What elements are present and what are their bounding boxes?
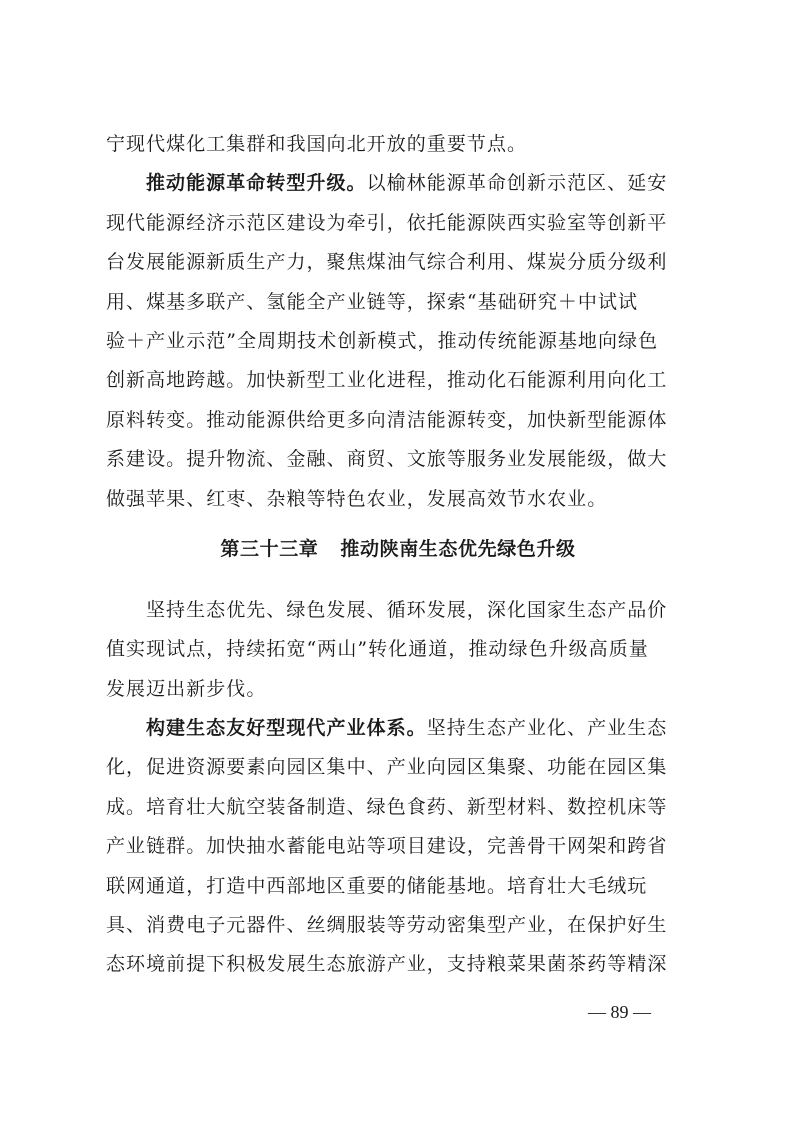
paragraph-lead: 构建生态友好型现代产业体系。 (146, 717, 427, 740)
paragraph-line: 用、煤基多联产、氢能全产业链等，探索“基础研究＋中试试 (106, 290, 639, 313)
chapter-heading (106, 519, 690, 579)
paragraph-line: 联网通道，打造中西部地区重要的储能基地。培育壮大毛绒玩 (106, 874, 648, 897)
paragraph-first-line: 坚持生态优先、绿色发展、循环发展，深化国家生态产品价 (146, 598, 668, 621)
page-number: — 89 — (588, 1002, 651, 1022)
paragraph-line: 验＋产业示范”全周期技术创新模式，推动传统能源基地向绿色 (106, 329, 659, 352)
paragraph-line: 具、消费电子元器件、丝绸服装等劳动密集型产业，在保护好生 (106, 914, 668, 937)
chapter-number: 第三十三章 (220, 537, 319, 560)
chapter-title: 推动陕南生态优先绿色升级 (340, 537, 576, 560)
paragraph-line: 化，促进资源要素向园区集中、产业向园区集聚、功能在园区集 (106, 756, 668, 779)
paragraph-text: 以榆林能源革命创新示范区、延安 (366, 172, 668, 195)
paragraph-line: 态环境前提下积极发展生态旅游产业，支持粮菜果菌茶药等精深 (106, 953, 668, 976)
paragraph-line: 值实现试点，持续拓宽“两山”转化通道，推动绿色升级高质量 (106, 638, 649, 661)
paragraph-line: 系建设。提升物流、金融、商贸、文旅等服务业发展能级，做大 (106, 448, 668, 471)
paragraph-first-line (106, 709, 690, 748)
paragraph-line: 原料转变。推动能源供给更多向清洁能源转变，加快新型能源体 (106, 408, 668, 431)
paragraph-line: 产业链群。加快抽水蓄能电站等项目建设，完善骨干网架和跨省 (106, 835, 668, 858)
paragraph-line: 创新高地跨越。加快新型工业化进程，推动化石能源利用向化工 (106, 369, 668, 392)
paragraph-line: 成。培育壮大航空装备制造、绿色食药、新型材料、数控机床等 (106, 795, 668, 818)
paragraph-line: 发展迈出新步伐。 (106, 677, 267, 700)
paragraph-line: 做强苹果、红枣、杂粮等特色农业，发展高效节水农业。 (106, 487, 608, 510)
body-text (106, 125, 690, 985)
paragraph-line: 现代能源经济示范区建设为牵引，依托能源陕西实验室等创新平 (106, 211, 668, 234)
paragraph-line: 台发展能源新质生产力，聚焦煤油气综合利用、煤炭分质分级利 (106, 251, 668, 274)
paragraph-line: 宁现代煤化工集群和我国向北开放的重要节点。 (106, 133, 528, 155)
paragraph-first-line (106, 164, 690, 203)
paragraph-lead: 推动能源革命转型升级。 (146, 172, 367, 195)
paragraph-text: 坚持生态产业化、产业生态 (426, 717, 668, 740)
